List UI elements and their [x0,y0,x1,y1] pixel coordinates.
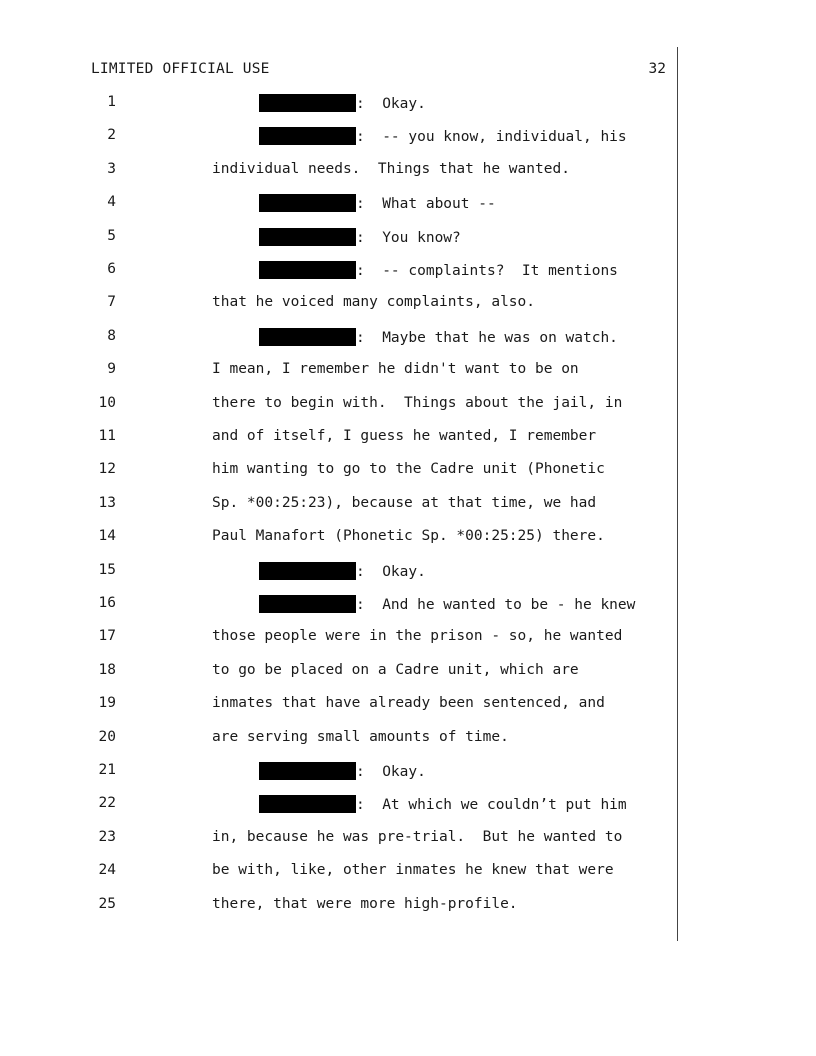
transcript-line [0,662,816,695]
speaker-line [259,595,635,613]
speaker-line [259,228,461,246]
page-number: 32 [648,61,666,77]
redacted-speaker-name [259,94,356,112]
transcript-line [0,395,816,428]
line-text: individual needs. Things that he wanted. [212,160,570,177]
transcript-line [0,628,816,661]
speaker-line [259,562,426,580]
speaker-line [259,328,618,346]
line-text: -- complaints? It mentions [382,263,618,279]
line-number: 4 [107,194,116,211]
speaker-colon: : [356,563,383,580]
speaker-colon: : [356,329,383,346]
line-number: 2 [107,127,116,144]
transcript-line [0,328,816,361]
classification-header: LIMITED OFFICIAL USE [91,61,270,77]
line-number: 3 [107,160,116,177]
transcript-line [0,495,816,528]
transcript-line [0,829,816,862]
line-number: 21 [98,762,116,778]
speaker-colon: : [356,129,383,146]
line-number: 20 [98,728,116,745]
line-number: 23 [98,828,116,845]
line-text: You know? [382,229,461,246]
speaker-colon: : [356,597,383,613]
line-text: Okay. [382,96,426,112]
redacted-speaker-name [259,762,356,780]
line-number: 12 [98,461,116,478]
line-text: Maybe that he was on watch. [382,329,618,346]
line-number: 24 [98,862,116,879]
line-text: be with, like, other inmates he knew that were [212,862,614,879]
line-text: and of itself, I guess he wanted, I remember [212,428,597,444]
redacted-speaker-name [259,127,356,145]
transcript-line [0,261,816,294]
transcript-line [0,795,816,828]
line-text: him wanting to go to the Cadre unit (Phonetic [212,461,605,478]
speaker-colon: : [356,96,383,112]
line-number: 9 [107,361,116,378]
line-number: 22 [98,795,116,812]
transcript-line [0,695,816,728]
line-text: -- you know, individual, his [382,129,627,146]
transcript-line [0,729,816,762]
speaker-colon: : [356,263,383,279]
line-text: I mean, I remember he didn't want to be on [212,361,579,378]
transcript-line [0,461,816,494]
line-text: Okay. [382,563,426,580]
transcript-line [0,228,816,261]
line-text: to go be placed on a Cadre unit, which are [212,661,579,678]
line-number: 17 [98,628,116,645]
transcript-line [0,361,816,394]
line-number: 25 [98,895,116,912]
line-number: 19 [98,695,116,712]
redacted-speaker-name [259,795,356,813]
speaker-line [259,795,627,813]
transcript-line [0,294,816,327]
line-number: 16 [98,595,116,611]
transcript-line [0,428,816,461]
speaker-line [259,94,426,112]
speaker-colon: : [356,764,383,780]
redacted-speaker-name [259,228,356,246]
line-text: And he wanted to be - he knew [382,597,636,613]
line-number: 13 [98,494,116,511]
line-text: What about -- [382,196,496,213]
line-text: are serving small amounts of time. [212,728,509,745]
line-number: 14 [98,528,116,545]
line-text: there to begin with. Things about the jail, in [212,394,623,411]
transcript-line [0,127,816,160]
line-text: Sp. *00:25:23), because at that time, we had [212,494,597,511]
speaker-colon: : [356,196,383,213]
redacted-speaker-name [259,261,356,279]
redacted-speaker-name [259,562,356,580]
transcript-line [0,94,816,127]
line-text: there, that were more high-profile. [212,895,518,912]
line-number: 6 [107,261,116,277]
line-text: Okay. [382,764,426,780]
transcript-line [0,762,816,795]
redacted-speaker-name [259,194,356,212]
transcript-line [0,896,816,929]
line-number: 11 [98,428,116,444]
line-text: At which we couldn’t put him [382,797,627,814]
line-text: Paul Manafort (Phonetic Sp. *00:25:25) there. [212,528,605,545]
line-number: 8 [107,327,116,344]
speaker-line [259,127,627,145]
redacted-speaker-name [259,328,356,346]
transcript-line [0,194,816,227]
transcript-line [0,161,816,194]
line-number: 15 [98,561,116,578]
transcript-line [0,562,816,595]
line-number: 10 [98,394,116,411]
line-number: 18 [98,661,116,678]
line-text: in, because he was pre-trial. But he wanted to [212,828,623,845]
line-text: inmates that have already been sentenced, and [212,695,605,712]
speaker-colon: : [356,229,383,246]
redacted-speaker-name [259,595,356,613]
transcript-line [0,528,816,561]
speaker-colon: : [356,797,383,814]
speaker-line [259,194,496,212]
transcript-line [0,595,816,628]
line-text: that he voiced many complaints, also. [212,294,536,311]
speaker-line [259,762,426,780]
line-number: 1 [107,94,116,110]
line-text: those people were in the prison - so, he wanted [212,628,623,645]
line-number: 5 [107,227,116,244]
speaker-line [259,261,618,279]
line-number: 7 [107,294,116,311]
transcript-line [0,862,816,895]
